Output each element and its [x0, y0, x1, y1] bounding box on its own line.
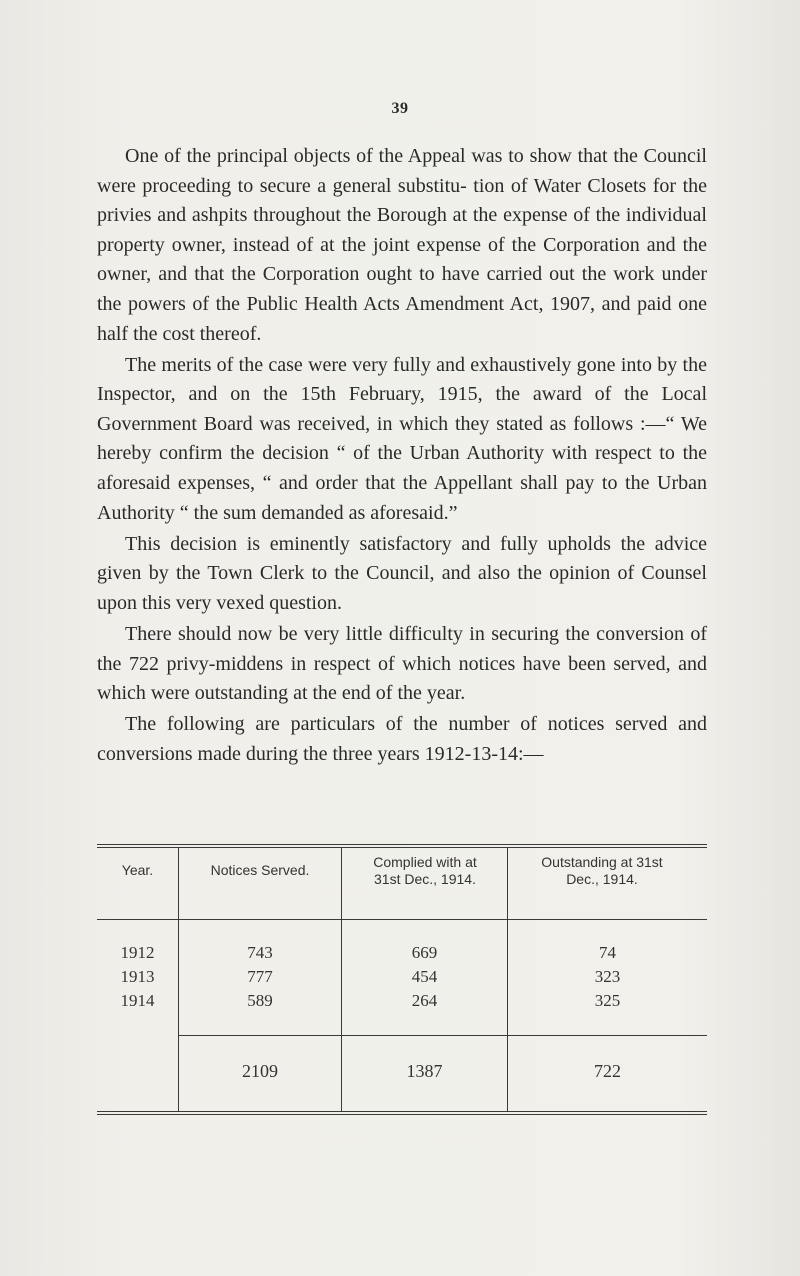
total-notices: 2109 [242, 1061, 278, 1081]
table-top-rule-inner [97, 847, 707, 848]
table-top-rule [97, 844, 707, 845]
complied-column [342, 941, 507, 1013]
outstanding-cell: 74 [599, 943, 616, 962]
table-bottom-rule-inner [97, 1114, 707, 1115]
year-cell: 1913 [120, 967, 155, 986]
body-text [97, 142, 707, 769]
outstanding-cell: 323 [594, 967, 621, 986]
header-complied: Complied with at 31st Dec., 1914. [373, 854, 477, 887]
total-complied: 1387 [406, 1061, 443, 1081]
header-notices-served: Notices Served. [210, 862, 310, 878]
complied-cell: 264 [411, 991, 438, 1010]
total-outstanding: 722 [594, 1061, 621, 1081]
paragraph-appeal-objects: One of the principal objects of the Appeal was to show that the Council were proceeding to secure a general substitu- tion of Water Closets for the privies and ashpits throughout the Borough at the expense of the individual property owner, instead of at the joint expense of the Corporation and the owner, and that the Corporation ought to have carried out the work under the powers of the Public Health Acts Amendment Act, 1907, and paid one half the cost thereof. [97, 145, 707, 345]
outstanding-cell: 325 [594, 991, 621, 1010]
complied-cell: 454 [411, 967, 438, 986]
outstanding-column [508, 941, 707, 1013]
page-number: 39 [391, 100, 409, 117]
header-outstanding: Outstanding at 31st Dec., 1914. [541, 854, 663, 887]
notices-cell: 777 [247, 967, 273, 986]
complied-cell: 669 [411, 943, 438, 962]
year-cell: 1912 [120, 943, 155, 962]
notices-cell: 589 [247, 991, 273, 1010]
header-year: Year. [121, 862, 154, 878]
notices-table [97, 823, 707, 1173]
paragraph-decision: This decision is eminently satisfactory and fully upholds the advice given by the Town Clerk to the Council, and also the opinion of Counsel upon this very vexed question. [97, 532, 707, 614]
totals-top-rule [178, 1035, 707, 1036]
table-bottom-rule [97, 1111, 707, 1112]
year-column [97, 941, 178, 1013]
header-bottom-rule [97, 919, 707, 920]
paragraph-inspector-award: The merits of the case were very fully and exhaustively gone into by the Inspector, and on the 15th February, 1915, the award of the Local Government Board was received, in which they stated as follows :—“ We hereby confirm the decision “ of the Urban Authority with respect to the aforesaid expenses, “ and order that the Appellant shall pay to the Urban Authority “ the sum demanded as aforesaid.” [97, 353, 707, 524]
notices-column [179, 941, 341, 1013]
paragraph-particulars-intro: The following are particulars of the number of notices served and conversions made during the three years 1912-13-14:— [97, 713, 707, 765]
year-cell: 1914 [120, 991, 155, 1010]
paragraph-conversion: There should now be very little difficulty in securing the conversion of the 722 privy-middens in respect of which notices have been served, and which were outstanding at the end of the year. [97, 623, 707, 705]
notices-cell: 743 [247, 943, 273, 962]
